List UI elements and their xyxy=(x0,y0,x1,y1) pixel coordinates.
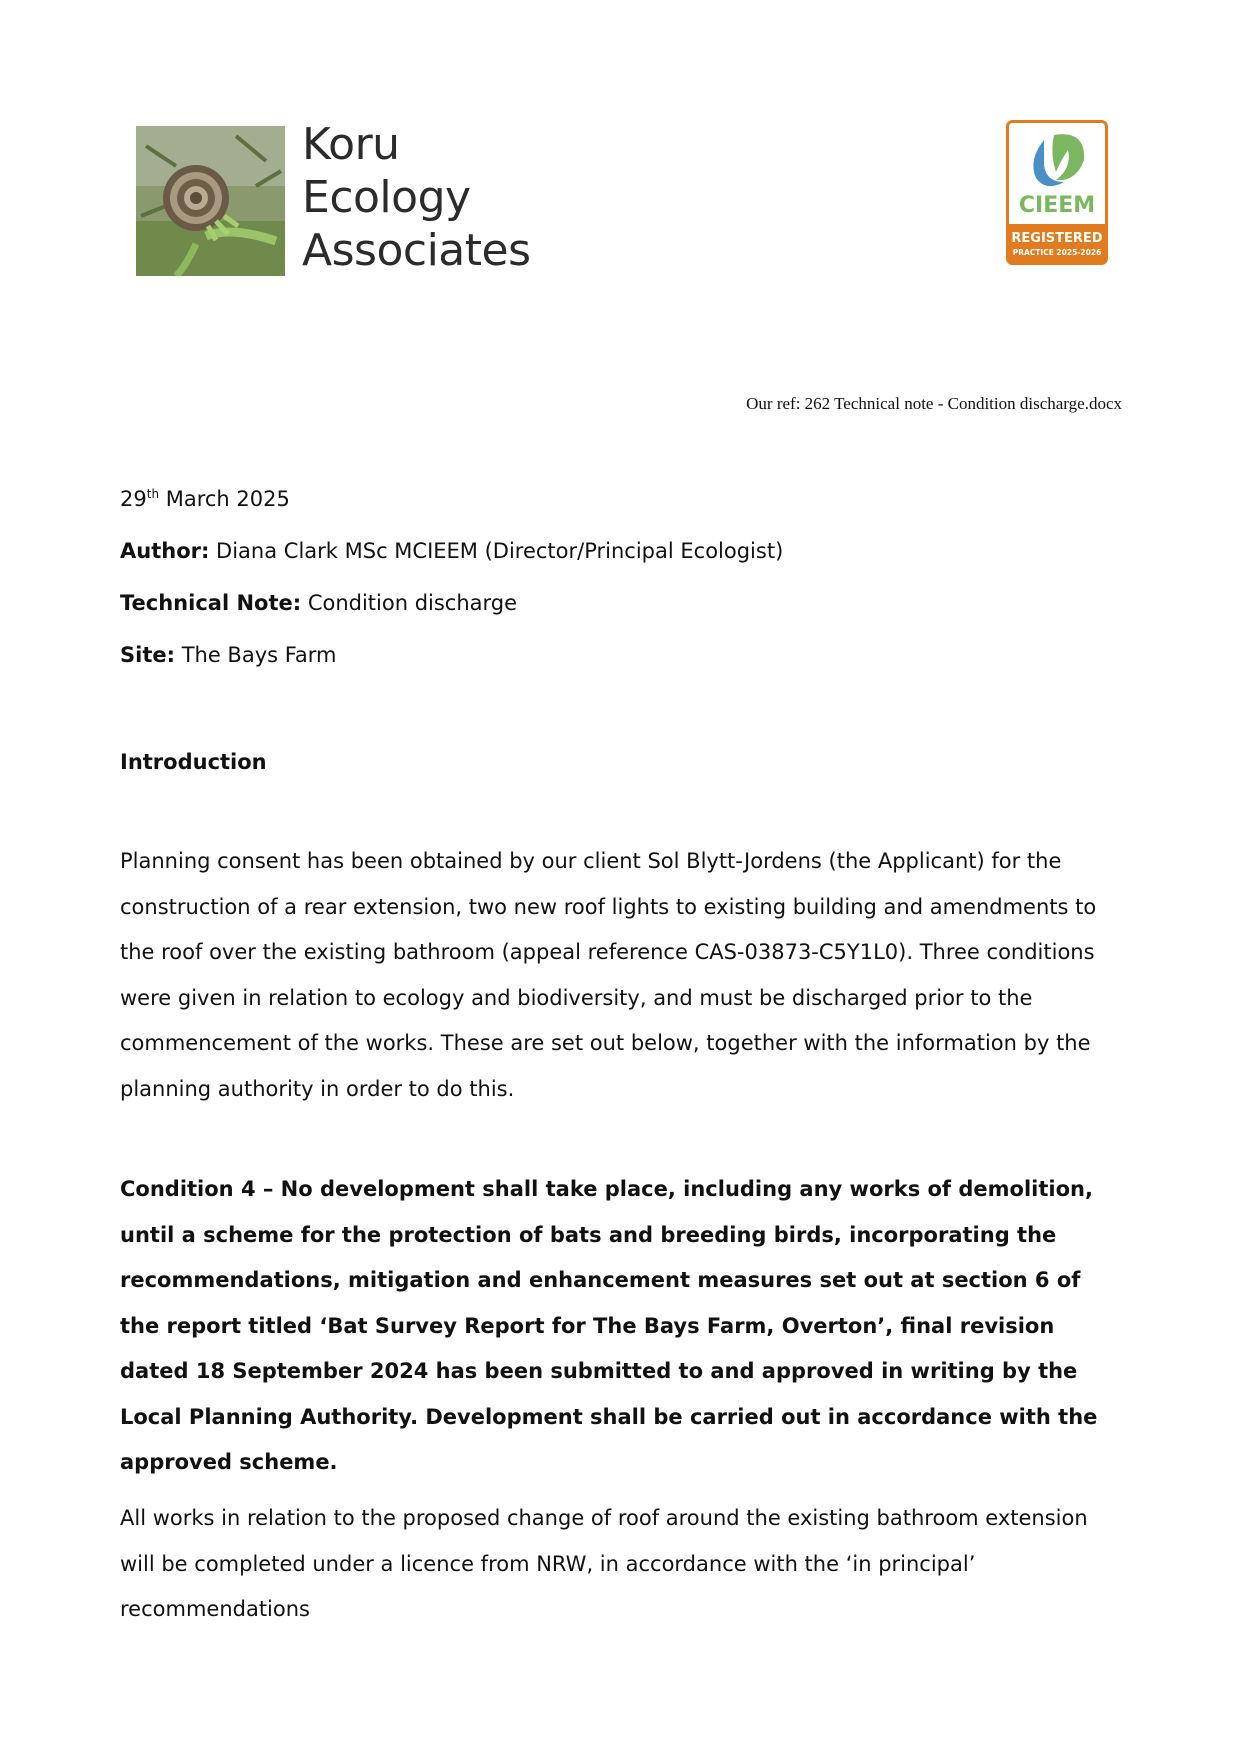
badge-practice: PRACTICE 2025-2026 xyxy=(1012,248,1102,257)
author-line: Author: Diana Clark MSc MCIEEM (Director/Principal Ecologist) xyxy=(120,539,784,563)
logo-word-koru: Koru xyxy=(302,119,400,170)
logo-word-associates: Associates xyxy=(302,225,531,276)
fern-frond-icon xyxy=(136,126,285,276)
company-logo-text xyxy=(302,118,531,277)
introduction-heading: Introduction xyxy=(120,750,267,774)
badge-registered: REGISTERED xyxy=(1011,231,1103,246)
technical-note-line: Technical Note: Condition discharge xyxy=(120,591,518,615)
condition-4-text: Condition 4 – No development shall take place, including any works of demolition, until a scheme for the protection of bats and breeding birds, incorporating the recommendations, mitigation and enhancement measures set out at section 6 of the report titled ‘Bat Survey Report for The Bays Farm, Overton’, final revision dated 18 September 2024 has been submitted to and approved in writing by the Local Planning Authority. Development shall be carried out in accordance with the approved scheme. xyxy=(120,1177,1098,1474)
koru-logo-image xyxy=(136,126,285,276)
introduction-paragraph: Planning consent has been obtained by our client Sol Blytt-Jordens (the Applicant) for the construction of a rear extension, two new roof lights to existing building and amendments to the roof over the existing bathroom (appeal reference CAS-03873-C5Y1L0). Three conditions were given in relation to ecology and biodiversity, and must be discharged prior to the commencement of the works. These are set out below, together with the information by the planning authority in order to do this. xyxy=(120,849,1097,1101)
document-reference: Our ref: 262 Technical note - Condition discharge.docx xyxy=(746,394,1122,413)
works-paragraph: All works in relation to the proposed change of roof around the existing bathroom extension will be completed under a licence from NRW, in accordance with the ‘in principal’ recommendations xyxy=(120,1506,1088,1621)
site-line: Site: The Bays Farm xyxy=(120,643,337,667)
document-date: 29th March 2025 xyxy=(120,487,290,511)
logo-word-ecology: Ecology xyxy=(302,172,471,223)
cieem-registered-badge xyxy=(1006,120,1108,265)
badge-name: CIEEM xyxy=(1018,193,1096,218)
